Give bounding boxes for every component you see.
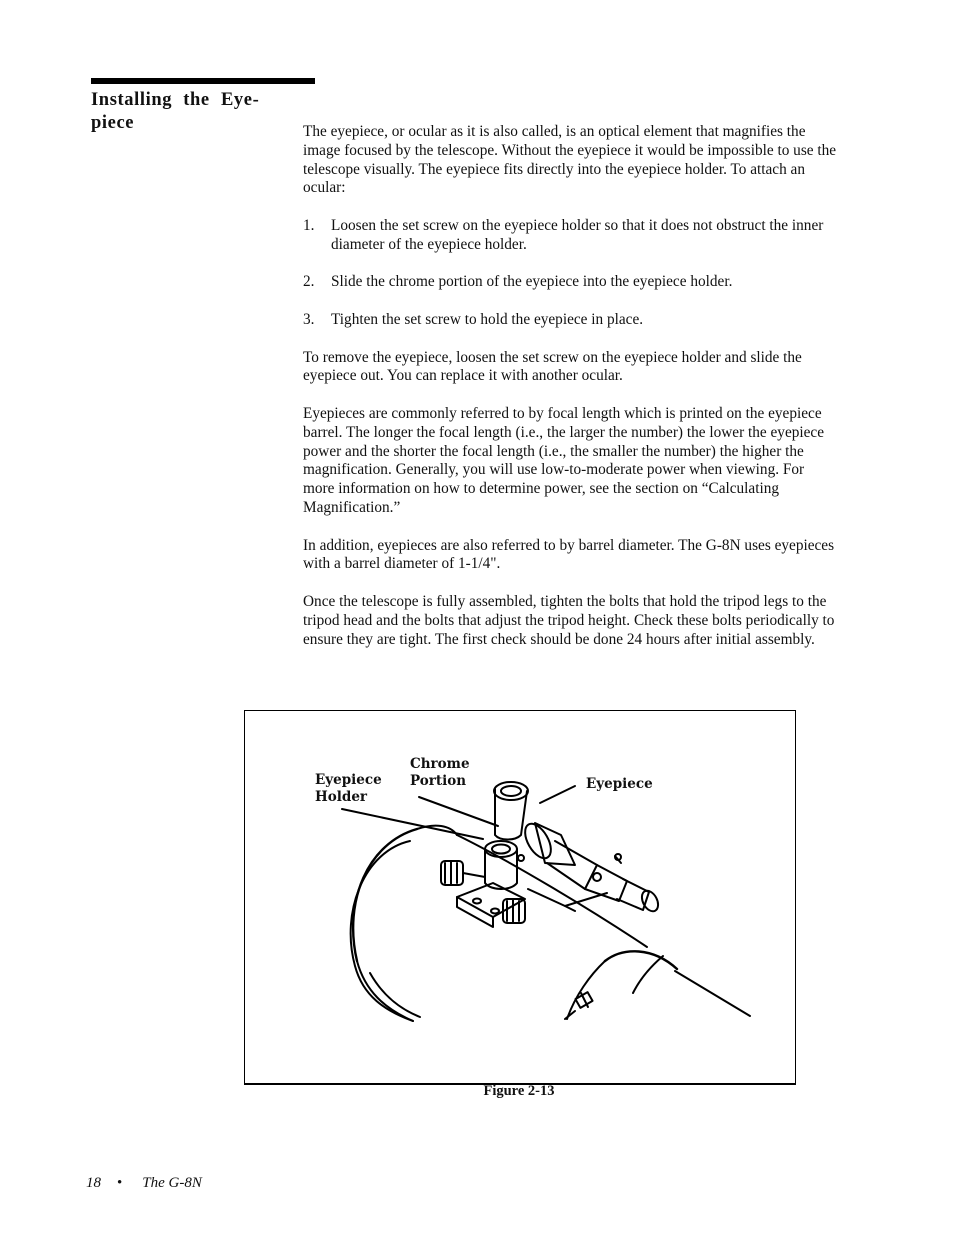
step-text: Tighten the set screw to hold the eyepiece in place. (331, 310, 644, 328)
step-text: Loosen the set screw on the eyepiece holder so that it does not obstruct the inner diameter of the eyepiece holder. (331, 216, 824, 253)
page-footer (86, 1175, 202, 1192)
body-text (303, 123, 838, 668)
paragraph-assembly: Once the telescope is fully assembled, tighten the bolts that hold the tripod legs to the tripod head and the bolts that adjust the tripod height. Check these bolts periodically to ensure they are tight. The first check should be done 24 hours after initial assembly. (303, 592, 835, 648)
list-item (303, 311, 838, 330)
footer-bullet: • (117, 1175, 123, 1191)
steps-list (303, 217, 838, 330)
label-chrome-portion: Chrome Portion (410, 756, 470, 789)
telescope-illustration (245, 711, 795, 1083)
section-rule (91, 78, 315, 84)
page-number: 18 (86, 1175, 101, 1191)
section-heading: Installing the Eye- piece (91, 90, 260, 133)
label-eyepiece-holder: Eyepiece Holder (315, 772, 382, 805)
document-title: The G-8N (142, 1175, 202, 1191)
list-item (303, 217, 838, 255)
paragraph-focal-length: Eyepieces are commonly referred to by focal length which is printed on the eyepiece barrel. The longer the focal length (i.e., the larger the number) the lower the eyepiece power and the shorter the focal length (i.e., the smaller the number) the higher the magnification. Generally, you will use low-to-moderate power when viewing. For more information on how to determine power, see the section on “Calculating Magnification.” (303, 404, 824, 516)
step-number: 3. (303, 310, 315, 328)
paragraph-intro: The eyepiece, or ocular as it is also called, is an optical element that magnifies the image focused by the telescope. Without the eyepiece it would be impossible to use the telescope visually. The eyepiece fits directly into the eyepiece holder. To attach an ocular: (303, 123, 837, 197)
figure-frame (244, 710, 796, 1085)
paragraph-barrel: In addition, eyepieces are also referred to by barrel diameter. The G-8N uses eyepieces with a barrel diameter of 1-1/4". (303, 536, 835, 573)
step-text: Slide the chrome portion of the eyepiece into the eyepiece holder. (331, 273, 733, 291)
step-number: 2. (303, 273, 315, 291)
paragraph-remove: To remove the eyepiece, loosen the set screw on the eyepiece holder and slide the eyepiece out. You can replace it with another ocular. (303, 348, 802, 385)
figure-caption: Figure 2-13 (483, 1083, 555, 1099)
list-item (303, 273, 838, 292)
step-number: 1. (303, 216, 315, 234)
label-eyepiece: Eyepiece (586, 776, 653, 792)
